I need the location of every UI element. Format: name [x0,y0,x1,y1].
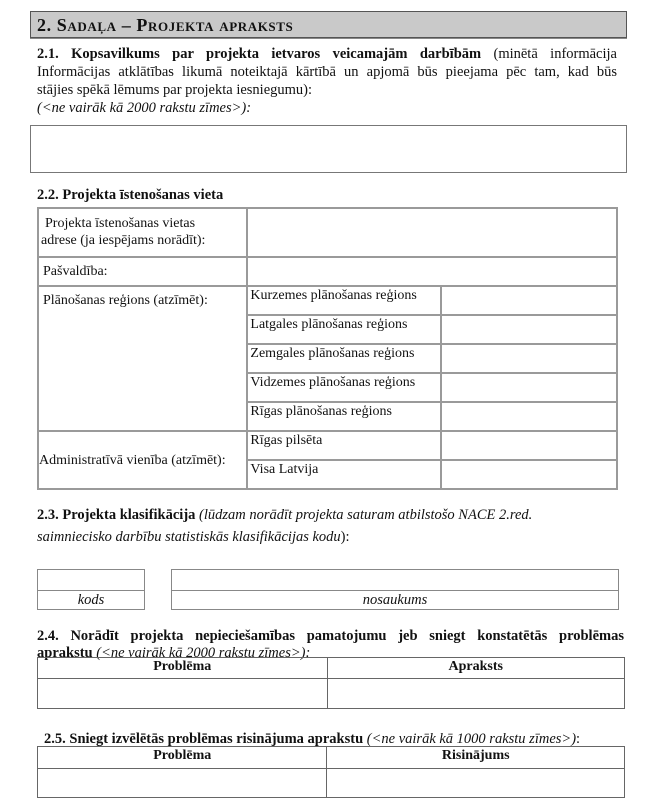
s25-limit: (<ne vairāk kā 1000 rakstu zīmes>) [366,731,577,747]
solution-input[interactable] [327,769,625,798]
s23-note: (lūdzam norādīt projekta saturam atbilstošo NACE 2.red. [199,507,533,523]
location-table [37,207,618,490]
nace-code-caption: kods [37,590,145,610]
s25-title: 2.5. Sniegt izvēlētās problēmas risinājuma aprakstu [44,731,364,747]
s21-note: (minētā informācija [493,46,617,62]
admin-unit-label: Administratīvā vienība (atzīmēt): [38,431,247,489]
problem-solution-table [37,746,625,798]
s23-heading [37,506,617,524]
s23-note-2: saimniecisko darbību statistiskās klasifikācijas kodu [37,529,341,545]
address-label: Projekta īstenošanas vietas adrese (ja iespējams norādīt): [38,208,247,257]
region-checkbox-riga[interactable] [441,402,617,431]
col-header-description: Apraksts [327,658,625,679]
municipality-input[interactable] [247,257,617,286]
section-title: 2. Sadaļa – Projekta apraksts [37,15,294,35]
col-header-solution: Risinājums [327,747,625,769]
region-label: Latgales plānošanas reģions [247,315,440,344]
s25-limit-end: : [576,731,581,747]
region-checkbox-zemgale[interactable] [441,344,617,373]
nace-code-input[interactable] [37,569,145,591]
s21-line3: stājies spēkā lēmums par projekta iesniegumu): [37,82,313,98]
region-label: Kurzemes plānošanas reģions [247,286,440,315]
section-header [30,11,627,38]
region-checkbox-vidzeme[interactable] [441,373,617,402]
col-header-problem: Problēma [38,658,328,679]
s23-note-end: ): [340,529,350,545]
problem-input[interactable] [38,679,328,709]
s23-title: 2.3. Projekta klasifikācija [37,507,196,523]
nace-name-caption: nosaukums [171,590,619,610]
region-label: Zemgales plānošanas reģions [247,344,440,373]
region-checkbox-kurzeme[interactable] [441,286,617,315]
problem-description-table [37,657,625,709]
problem-input[interactable] [38,769,327,798]
s21-line2: Informācijas atklātības likumā noteiktajā kārtībā un apjomā būs pieejama pēc tam, kad būs [37,64,617,80]
s21-limit: (<ne vairāk kā 2000 rakstu zīmes>): [37,100,252,116]
region-label: Rīgas plānošanas reģions [247,402,440,431]
s24-limit: (<ne vairāk kā 2000 rakstu zīmes>): [96,645,311,661]
s24-title-1: 2.4. Norādīt projekta nepieciešamības pamatojumu jeb sniegt konstatētās problēmas [37,628,624,644]
admin-unit-label: Rīgas pilsēta [247,431,440,460]
admin-checkbox-riga-city[interactable] [441,431,617,460]
s21-title: 2.1. Kopsavilkums par projekta ietvaros veicamajām darbībām [37,46,482,62]
address-input[interactable] [247,208,617,257]
admin-unit-label: Visa Latvija [247,460,440,489]
nace-name-input[interactable] [171,569,619,591]
planning-region-label: Plānošanas reģions (atzīmēt): [38,286,247,431]
col-header-problem: Problēma [38,747,327,769]
s21-heading [37,45,617,63]
s21-summary-input[interactable] [30,125,627,173]
admin-checkbox-latvia[interactable] [441,460,617,489]
s24-title-2: aprakstu [37,645,93,661]
region-label: Vidzemes plānošanas reģions [247,373,440,402]
s22-title: 2.2. Projekta īstenošanas vieta [37,187,224,203]
region-checkbox-latgale[interactable] [441,315,617,344]
description-input[interactable] [327,679,625,709]
municipality-label: Pašvaldība: [38,257,247,286]
